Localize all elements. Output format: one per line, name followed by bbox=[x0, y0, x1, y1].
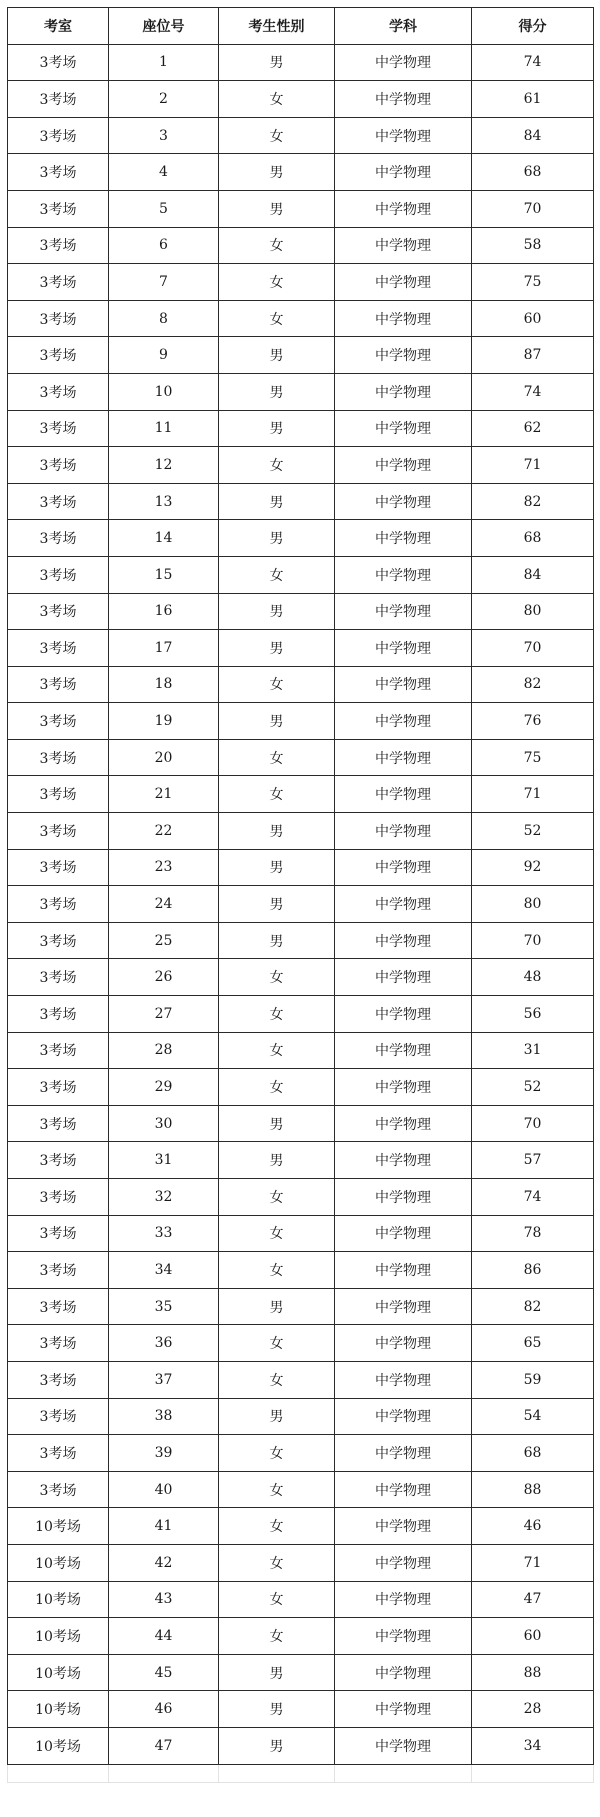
table-row bbox=[8, 1581, 594, 1618]
cell-gender: 女 bbox=[219, 1508, 335, 1545]
table-row bbox=[8, 1435, 594, 1472]
blank-cell bbox=[472, 1764, 594, 1782]
score-table bbox=[7, 7, 594, 1783]
cell-subject: 中学物理 bbox=[335, 1325, 472, 1362]
cell-subject: 中学物理 bbox=[335, 959, 472, 996]
cell-seat-number: 14 bbox=[109, 520, 219, 557]
table-row bbox=[8, 886, 594, 923]
cell-subject: 中学物理 bbox=[335, 1691, 472, 1728]
cell-seat-number: 35 bbox=[109, 1288, 219, 1325]
cell-seat-number: 19 bbox=[109, 703, 219, 740]
cell-score: 82 bbox=[472, 1288, 594, 1325]
cell-exam-room: 3考场 bbox=[8, 996, 109, 1033]
cell-gender: 男 bbox=[219, 337, 335, 374]
cell-exam-room: 3考场 bbox=[8, 776, 109, 813]
cell-seat-number: 2 bbox=[109, 81, 219, 118]
cell-exam-room: 3考场 bbox=[8, 666, 109, 703]
cell-exam-room: 3考场 bbox=[8, 1069, 109, 1106]
cell-subject: 中学物理 bbox=[335, 1654, 472, 1691]
cell-gender: 女 bbox=[219, 1361, 335, 1398]
cell-gender: 男 bbox=[219, 1288, 335, 1325]
cell-exam-room: 3考场 bbox=[8, 593, 109, 630]
cell-exam-room: 3考场 bbox=[8, 337, 109, 374]
cell-gender: 女 bbox=[219, 1471, 335, 1508]
cell-score: 28 bbox=[472, 1691, 594, 1728]
table-row bbox=[8, 1471, 594, 1508]
cell-gender: 女 bbox=[219, 1179, 335, 1216]
cell-subject: 中学物理 bbox=[335, 264, 472, 301]
cell-exam-room: 3考场 bbox=[8, 1215, 109, 1252]
cell-score: 60 bbox=[472, 1618, 594, 1655]
table-row bbox=[8, 81, 594, 118]
cell-seat-number: 42 bbox=[109, 1544, 219, 1581]
cell-subject: 中学物理 bbox=[335, 1032, 472, 1069]
cell-seat-number: 23 bbox=[109, 849, 219, 886]
cell-subject: 中学物理 bbox=[335, 922, 472, 959]
cell-exam-room: 3考场 bbox=[8, 483, 109, 520]
table-row bbox=[8, 630, 594, 667]
cell-subject: 中学物理 bbox=[335, 410, 472, 447]
cell-score: 71 bbox=[472, 1544, 594, 1581]
cell-exam-room: 3考场 bbox=[8, 849, 109, 886]
cell-score: 71 bbox=[472, 447, 594, 484]
cell-exam-room: 3考场 bbox=[8, 739, 109, 776]
cell-exam-room: 3考场 bbox=[8, 410, 109, 447]
cell-subject: 中学物理 bbox=[335, 813, 472, 850]
cell-subject: 中学物理 bbox=[335, 703, 472, 740]
cell-score: 62 bbox=[472, 410, 594, 447]
table-row bbox=[8, 410, 594, 447]
table-row bbox=[8, 776, 594, 813]
cell-seat-number: 36 bbox=[109, 1325, 219, 1362]
table-row bbox=[8, 849, 594, 886]
cell-seat-number: 45 bbox=[109, 1654, 219, 1691]
cell-subject: 中学物理 bbox=[335, 739, 472, 776]
cell-score: 68 bbox=[472, 154, 594, 191]
cell-seat-number: 21 bbox=[109, 776, 219, 813]
header-row bbox=[8, 8, 594, 45]
cell-exam-room: 3考场 bbox=[8, 300, 109, 337]
table-row bbox=[8, 1361, 594, 1398]
cell-seat-number: 47 bbox=[109, 1727, 219, 1764]
cell-exam-room: 3考场 bbox=[8, 190, 109, 227]
cell-score: 58 bbox=[472, 227, 594, 264]
table-row bbox=[8, 1618, 594, 1655]
cell-gender: 女 bbox=[219, 227, 335, 264]
table-row bbox=[8, 483, 594, 520]
header-score: 得分 bbox=[472, 8, 594, 45]
cell-seat-number: 43 bbox=[109, 1581, 219, 1618]
cell-exam-room: 3考场 bbox=[8, 1032, 109, 1069]
cell-seat-number: 9 bbox=[109, 337, 219, 374]
cell-gender: 女 bbox=[219, 1069, 335, 1106]
cell-score: 88 bbox=[472, 1471, 594, 1508]
table-row bbox=[8, 117, 594, 154]
cell-score: 76 bbox=[472, 703, 594, 740]
cell-exam-room: 3考场 bbox=[8, 1325, 109, 1362]
cell-score: 88 bbox=[472, 1654, 594, 1691]
cell-seat-number: 34 bbox=[109, 1252, 219, 1289]
cell-exam-room: 3考场 bbox=[8, 813, 109, 850]
cell-score: 60 bbox=[472, 300, 594, 337]
cell-seat-number: 8 bbox=[109, 300, 219, 337]
cell-subject: 中学物理 bbox=[335, 1215, 472, 1252]
cell-score: 74 bbox=[472, 1179, 594, 1216]
table-row bbox=[8, 996, 594, 1033]
cell-gender: 男 bbox=[219, 593, 335, 630]
cell-exam-room: 3考场 bbox=[8, 227, 109, 264]
table-row bbox=[8, 1544, 594, 1581]
cell-gender: 女 bbox=[219, 996, 335, 1033]
cell-subject: 中学物理 bbox=[335, 1727, 472, 1764]
cell-exam-room: 10考场 bbox=[8, 1727, 109, 1764]
cell-score: 71 bbox=[472, 776, 594, 813]
cell-subject: 中学物理 bbox=[335, 776, 472, 813]
cell-exam-room: 3考场 bbox=[8, 154, 109, 191]
cell-gender: 女 bbox=[219, 739, 335, 776]
cell-gender: 女 bbox=[219, 959, 335, 996]
cell-gender: 男 bbox=[219, 373, 335, 410]
cell-seat-number: 7 bbox=[109, 264, 219, 301]
cell-gender: 男 bbox=[219, 1654, 335, 1691]
cell-subject: 中学物理 bbox=[335, 300, 472, 337]
cell-gender: 女 bbox=[219, 1215, 335, 1252]
cell-exam-room: 10考场 bbox=[8, 1544, 109, 1581]
cell-score: 61 bbox=[472, 81, 594, 118]
cell-subject: 中学物理 bbox=[335, 1581, 472, 1618]
cell-seat-number: 18 bbox=[109, 666, 219, 703]
cell-exam-room: 3考场 bbox=[8, 1435, 109, 1472]
cell-exam-room: 3考场 bbox=[8, 886, 109, 923]
cell-subject: 中学物理 bbox=[335, 1618, 472, 1655]
table-row bbox=[8, 520, 594, 557]
cell-seat-number: 30 bbox=[109, 1105, 219, 1142]
cell-subject: 中学物理 bbox=[335, 81, 472, 118]
cell-gender: 女 bbox=[219, 447, 335, 484]
cell-seat-number: 33 bbox=[109, 1215, 219, 1252]
cell-gender: 女 bbox=[219, 556, 335, 593]
cell-exam-room: 10考场 bbox=[8, 1508, 109, 1545]
table-row bbox=[8, 1142, 594, 1179]
cell-subject: 中学物理 bbox=[335, 630, 472, 667]
cell-seat-number: 3 bbox=[109, 117, 219, 154]
cell-subject: 中学物理 bbox=[335, 556, 472, 593]
cell-subject: 中学物理 bbox=[335, 117, 472, 154]
table-row bbox=[8, 44, 594, 81]
cell-gender: 男 bbox=[219, 483, 335, 520]
cell-gender: 女 bbox=[219, 1032, 335, 1069]
cell-seat-number: 25 bbox=[109, 922, 219, 959]
cell-seat-number: 38 bbox=[109, 1398, 219, 1435]
cell-subject: 中学物理 bbox=[335, 190, 472, 227]
cell-seat-number: 4 bbox=[109, 154, 219, 191]
cell-score: 54 bbox=[472, 1398, 594, 1435]
cell-seat-number: 13 bbox=[109, 483, 219, 520]
cell-score: 82 bbox=[472, 483, 594, 520]
cell-seat-number: 10 bbox=[109, 373, 219, 410]
header-gender: 考生性别 bbox=[219, 8, 335, 45]
table-row bbox=[8, 227, 594, 264]
cell-score: 70 bbox=[472, 630, 594, 667]
cell-exam-room: 3考场 bbox=[8, 922, 109, 959]
cell-subject: 中学物理 bbox=[335, 593, 472, 630]
table-row bbox=[8, 813, 594, 850]
table-row bbox=[8, 739, 594, 776]
cell-score: 46 bbox=[472, 1508, 594, 1545]
cell-subject: 中学物理 bbox=[335, 1179, 472, 1216]
cell-subject: 中学物理 bbox=[335, 373, 472, 410]
cell-gender: 男 bbox=[219, 44, 335, 81]
cell-score: 80 bbox=[472, 886, 594, 923]
cell-gender: 女 bbox=[219, 1435, 335, 1472]
table-row bbox=[8, 593, 594, 630]
blank-cell bbox=[219, 1764, 335, 1782]
cell-exam-room: 3考场 bbox=[8, 959, 109, 996]
table-row bbox=[8, 922, 594, 959]
cell-gender: 男 bbox=[219, 813, 335, 850]
cell-score: 56 bbox=[472, 996, 594, 1033]
cell-seat-number: 17 bbox=[109, 630, 219, 667]
cell-exam-room: 3考场 bbox=[8, 447, 109, 484]
table-row bbox=[8, 1727, 594, 1764]
cell-seat-number: 27 bbox=[109, 996, 219, 1033]
table-row bbox=[8, 1398, 594, 1435]
cell-exam-room: 10考场 bbox=[8, 1581, 109, 1618]
cell-score: 68 bbox=[472, 1435, 594, 1472]
cell-seat-number: 29 bbox=[109, 1069, 219, 1106]
cell-gender: 男 bbox=[219, 1727, 335, 1764]
cell-score: 34 bbox=[472, 1727, 594, 1764]
cell-exam-room: 3考场 bbox=[8, 1398, 109, 1435]
cell-subject: 中学物理 bbox=[335, 447, 472, 484]
cell-exam-room: 10考场 bbox=[8, 1654, 109, 1691]
cell-score: 75 bbox=[472, 739, 594, 776]
table-row bbox=[8, 373, 594, 410]
cell-subject: 中学物理 bbox=[335, 1508, 472, 1545]
cell-exam-room: 3考场 bbox=[8, 44, 109, 81]
cell-score: 70 bbox=[472, 1105, 594, 1142]
blank-cell bbox=[335, 1764, 472, 1782]
cell-gender: 男 bbox=[219, 849, 335, 886]
cell-score: 65 bbox=[472, 1325, 594, 1362]
cell-seat-number: 11 bbox=[109, 410, 219, 447]
cell-seat-number: 40 bbox=[109, 1471, 219, 1508]
cell-gender: 女 bbox=[219, 264, 335, 301]
table-row bbox=[8, 666, 594, 703]
header-seat-number: 座位号 bbox=[109, 8, 219, 45]
cell-score: 70 bbox=[472, 922, 594, 959]
table-row bbox=[8, 337, 594, 374]
cell-score: 52 bbox=[472, 813, 594, 850]
table-row bbox=[8, 703, 594, 740]
blank-cell bbox=[8, 1764, 109, 1782]
cell-gender: 女 bbox=[219, 1544, 335, 1581]
cell-subject: 中学物理 bbox=[335, 483, 472, 520]
cell-score: 74 bbox=[472, 44, 594, 81]
cell-subject: 中学物理 bbox=[335, 886, 472, 923]
cell-score: 47 bbox=[472, 1581, 594, 1618]
cell-gender: 男 bbox=[219, 190, 335, 227]
table-row bbox=[8, 1325, 594, 1362]
cell-gender: 男 bbox=[219, 703, 335, 740]
cell-exam-room: 3考场 bbox=[8, 1288, 109, 1325]
cell-exam-room: 3考场 bbox=[8, 81, 109, 118]
trailing-blank-rows bbox=[8, 1764, 594, 1782]
cell-seat-number: 28 bbox=[109, 1032, 219, 1069]
cell-seat-number: 22 bbox=[109, 813, 219, 850]
cell-score: 87 bbox=[472, 337, 594, 374]
cell-exam-room: 3考场 bbox=[8, 1105, 109, 1142]
cell-subject: 中学物理 bbox=[335, 337, 472, 374]
cell-seat-number: 24 bbox=[109, 886, 219, 923]
cell-exam-room: 3考场 bbox=[8, 264, 109, 301]
table-body bbox=[8, 44, 594, 1764]
cell-seat-number: 1 bbox=[109, 44, 219, 81]
cell-score: 84 bbox=[472, 117, 594, 154]
cell-score: 52 bbox=[472, 1069, 594, 1106]
cell-seat-number: 41 bbox=[109, 1508, 219, 1545]
cell-score: 82 bbox=[472, 666, 594, 703]
cell-seat-number: 32 bbox=[109, 1179, 219, 1216]
cell-seat-number: 37 bbox=[109, 1361, 219, 1398]
table-row bbox=[8, 959, 594, 996]
cell-gender: 男 bbox=[219, 922, 335, 959]
cell-gender: 男 bbox=[219, 1105, 335, 1142]
cell-gender: 女 bbox=[219, 117, 335, 154]
cell-seat-number: 44 bbox=[109, 1618, 219, 1655]
cell-exam-room: 3考场 bbox=[8, 630, 109, 667]
table-row bbox=[8, 300, 594, 337]
cell-gender: 男 bbox=[219, 1691, 335, 1728]
cell-exam-room: 10考场 bbox=[8, 1618, 109, 1655]
header-exam-room: 考室 bbox=[8, 8, 109, 45]
cell-seat-number: 6 bbox=[109, 227, 219, 264]
table-row bbox=[8, 1654, 594, 1691]
cell-seat-number: 12 bbox=[109, 447, 219, 484]
table-row bbox=[8, 1215, 594, 1252]
cell-subject: 中学物理 bbox=[335, 1544, 472, 1581]
cell-subject: 中学物理 bbox=[335, 996, 472, 1033]
cell-score: 92 bbox=[472, 849, 594, 886]
cell-gender: 男 bbox=[219, 1142, 335, 1179]
cell-score: 84 bbox=[472, 556, 594, 593]
cell-gender: 女 bbox=[219, 1618, 335, 1655]
cell-subject: 中学物理 bbox=[335, 227, 472, 264]
cell-subject: 中学物理 bbox=[335, 1252, 472, 1289]
table-row bbox=[8, 190, 594, 227]
cell-gender: 女 bbox=[219, 81, 335, 118]
cell-subject: 中学物理 bbox=[335, 1471, 472, 1508]
cell-exam-room: 3考场 bbox=[8, 1361, 109, 1398]
cell-gender: 男 bbox=[219, 886, 335, 923]
cell-gender: 男 bbox=[219, 630, 335, 667]
cell-exam-room: 3考场 bbox=[8, 520, 109, 557]
cell-subject: 中学物理 bbox=[335, 1105, 472, 1142]
cell-exam-room: 3考场 bbox=[8, 703, 109, 740]
cell-gender: 女 bbox=[219, 300, 335, 337]
cell-exam-room: 10考场 bbox=[8, 1691, 109, 1728]
cell-subject: 中学物理 bbox=[335, 1361, 472, 1398]
cell-seat-number: 46 bbox=[109, 1691, 219, 1728]
cell-score: 31 bbox=[472, 1032, 594, 1069]
cell-seat-number: 31 bbox=[109, 1142, 219, 1179]
cell-score: 57 bbox=[472, 1142, 594, 1179]
cell-score: 68 bbox=[472, 520, 594, 557]
table-row bbox=[8, 1179, 594, 1216]
table-row bbox=[8, 1288, 594, 1325]
table-row bbox=[8, 1032, 594, 1069]
cell-gender: 男 bbox=[219, 154, 335, 191]
cell-score: 74 bbox=[472, 373, 594, 410]
cell-gender: 女 bbox=[219, 1252, 335, 1289]
cell-score: 48 bbox=[472, 959, 594, 996]
cell-subject: 中学物理 bbox=[335, 1398, 472, 1435]
cell-subject: 中学物理 bbox=[335, 1142, 472, 1179]
cell-seat-number: 39 bbox=[109, 1435, 219, 1472]
cell-gender: 女 bbox=[219, 1325, 335, 1362]
cell-subject: 中学物理 bbox=[335, 44, 472, 81]
cell-gender: 女 bbox=[219, 666, 335, 703]
cell-score: 86 bbox=[472, 1252, 594, 1289]
cell-subject: 中学物理 bbox=[335, 1288, 472, 1325]
table-row bbox=[8, 1105, 594, 1142]
cell-subject: 中学物理 bbox=[335, 1435, 472, 1472]
cell-gender: 男 bbox=[219, 410, 335, 447]
cell-score: 78 bbox=[472, 1215, 594, 1252]
table-row bbox=[8, 1508, 594, 1545]
cell-seat-number: 20 bbox=[109, 739, 219, 776]
table-row bbox=[8, 1691, 594, 1728]
cell-subject: 中学物理 bbox=[335, 520, 472, 557]
cell-seat-number: 15 bbox=[109, 556, 219, 593]
cell-score: 75 bbox=[472, 264, 594, 301]
header-subject: 学科 bbox=[335, 8, 472, 45]
cell-exam-room: 3考场 bbox=[8, 373, 109, 410]
cell-exam-room: 3考场 bbox=[8, 1252, 109, 1289]
cell-exam-room: 3考场 bbox=[8, 1142, 109, 1179]
table-row bbox=[8, 1252, 594, 1289]
blank-cell bbox=[109, 1764, 219, 1782]
cell-exam-room: 3考场 bbox=[8, 1471, 109, 1508]
cell-exam-room: 3考场 bbox=[8, 556, 109, 593]
cell-seat-number: 5 bbox=[109, 190, 219, 227]
cell-subject: 中学物理 bbox=[335, 1069, 472, 1106]
cell-gender: 男 bbox=[219, 1398, 335, 1435]
cell-seat-number: 16 bbox=[109, 593, 219, 630]
table-row bbox=[8, 154, 594, 191]
table-row bbox=[8, 556, 594, 593]
cell-gender: 男 bbox=[219, 520, 335, 557]
blank-row bbox=[8, 1764, 594, 1782]
table-row bbox=[8, 1069, 594, 1106]
table-row bbox=[8, 264, 594, 301]
table-row bbox=[8, 447, 594, 484]
cell-score: 70 bbox=[472, 190, 594, 227]
cell-subject: 中学物理 bbox=[335, 154, 472, 191]
cell-gender: 女 bbox=[219, 776, 335, 813]
cell-exam-room: 3考场 bbox=[8, 1179, 109, 1216]
cell-subject: 中学物理 bbox=[335, 666, 472, 703]
cell-score: 59 bbox=[472, 1361, 594, 1398]
cell-subject: 中学物理 bbox=[335, 849, 472, 886]
cell-gender: 女 bbox=[219, 1581, 335, 1618]
cell-seat-number: 26 bbox=[109, 959, 219, 996]
cell-exam-room: 3考场 bbox=[8, 117, 109, 154]
cell-score: 80 bbox=[472, 593, 594, 630]
